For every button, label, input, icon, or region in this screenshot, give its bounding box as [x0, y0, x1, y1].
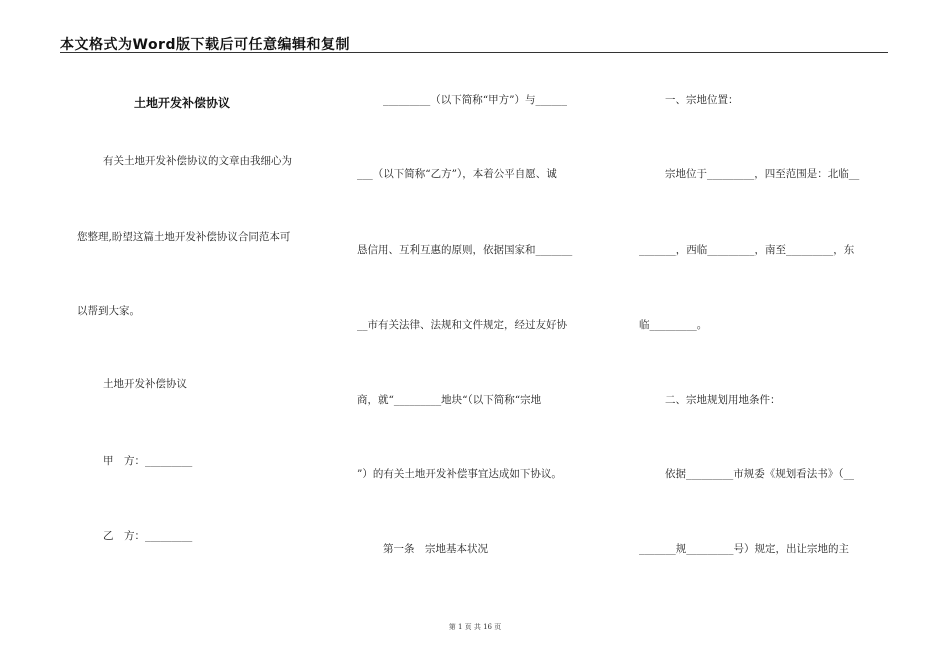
header-title: 本文格式为Word版下载后可任意编辑和复制 — [60, 37, 350, 53]
paragraph-line: 恳信用、互利互惠的原则，依据国家和_______ — [357, 244, 573, 256]
paragraph-line: _________（以下简称“甲方”）与______ — [383, 94, 567, 106]
paragraph-line: _______，西临_________，南至_________，东 — [639, 244, 855, 256]
text-column-2 — [330, 0, 620, 672]
party-b-line: 乙 方：_________ — [103, 530, 193, 542]
paragraph-line: 依据_________市规委《规划看法书》（__ — [665, 468, 854, 480]
document-title: 土地开发补偿协议 — [134, 96, 231, 110]
paragraph-line: ”）的有关土地开发补偿事宜达成如下协议。 — [357, 468, 562, 480]
section-heading: 第一条 宗地基本状况 — [383, 543, 488, 555]
paragraph-line: 商，就“_________地块“（以下简称“宗地 — [357, 394, 542, 406]
paragraph-line: 土地开发补偿协议 — [103, 378, 187, 390]
text-column-1 — [0, 0, 330, 672]
paragraph-line: 您整理,盼望这篇土地开发补偿协议合同范本可 — [77, 231, 291, 243]
page-number: 第 1 页 共 16 页 — [448, 623, 502, 631]
paragraph-line: __市有关法律、法规和文件规定，经过友好协 — [357, 319, 567, 331]
section-heading: 二、宗地规划用地条件： — [665, 394, 781, 406]
section-heading: 一、宗地位置： — [665, 94, 739, 106]
text-column-3 — [620, 0, 900, 672]
party-a-line: 甲 方：_________ — [103, 455, 193, 467]
paragraph-line: 临_________。 — [639, 319, 708, 331]
paragraph-line: 有关土地开发补偿协议的文章由我细心为 — [103, 155, 292, 167]
paragraph-line: 宗地位于_________，四至范围是：北临__ — [665, 168, 860, 180]
paragraph-line: ___（以下简称“乙方”），本着公平自愿、诚 — [357, 168, 557, 180]
paragraph-line: 以帮到大家。 — [77, 305, 140, 317]
paragraph-line: _______规_________号）规定，出让宗地的主 — [639, 543, 849, 555]
